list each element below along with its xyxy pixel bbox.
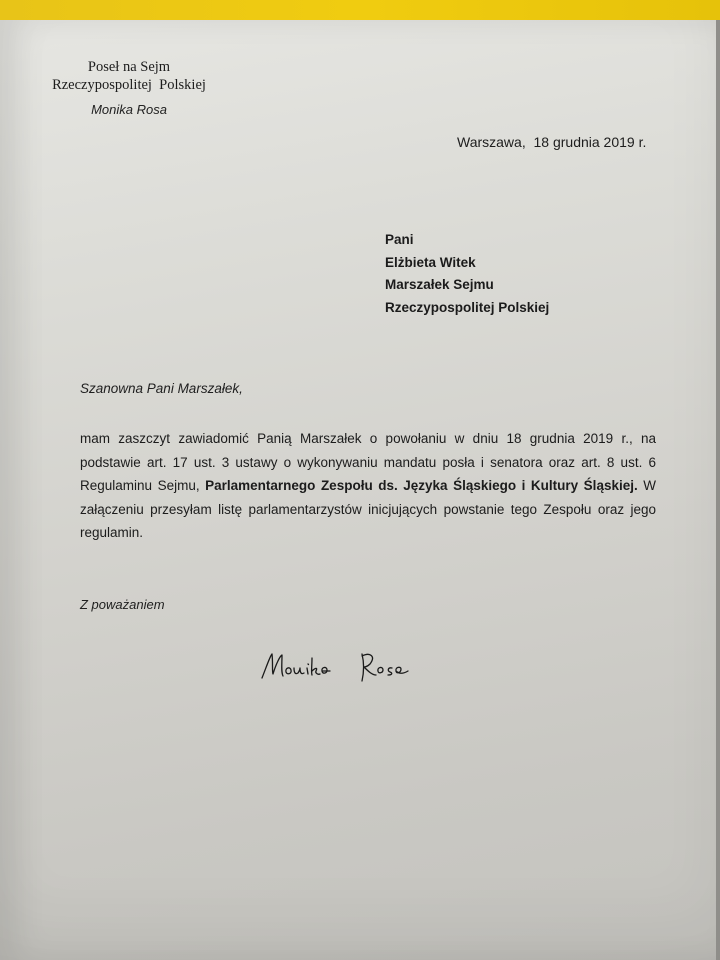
letter-body: [80, 427, 656, 545]
body-text-part-1: mam zaszczyt zawiadomić Panią Marszałek o powołaniu w dniu 18 grudnia 2019 r., na podstawie art. 17 ust. 3 ustawy o wykonywaniu mandatu posła i senatora oraz art. 8 ust. 6 Regulaminu Sejmu,: [80, 431, 656, 493]
letterhead-line-1: Poseł na Sejm: [87, 59, 171, 75]
recipient-line-1: Pani: [385, 232, 414, 247]
date-line: Warszawa, 18 grudnia 2019 r.: [457, 134, 647, 150]
recipient-line-4: Rzeczypospolitej Polskiej: [385, 299, 550, 315]
closing: Z poważaniem: [80, 597, 165, 612]
yellow-folder-background: [0, 0, 720, 22]
salutation: Szanowna Pani Marszałek,: [80, 381, 243, 396]
letterhead-organization: [44, 58, 214, 94]
recipient-address: [385, 229, 549, 319]
handwritten-signature: [258, 644, 428, 694]
body-text-part-2: W załączeniu przesyłam listę parlamentarzystów inicjujących powstanie tego Zespołu oraz jego regulamin.: [80, 478, 657, 540]
paper-edge: [716, 20, 720, 960]
recipient-line-2: Elżbieta Witek: [385, 254, 476, 270]
signature-icon: [258, 644, 428, 694]
recipient-line-3: Marszałek Sejmu: [385, 277, 494, 292]
letterhead-line-2: Rzeczypospolitej Polskiej: [52, 77, 206, 93]
body-text-bold-team-name: Parlamentarnego Zespołu ds. Języka Śląskiego i Kultury Śląskiej.: [205, 478, 638, 493]
letterhead-sender-name: Monika Rosa: [91, 102, 167, 117]
